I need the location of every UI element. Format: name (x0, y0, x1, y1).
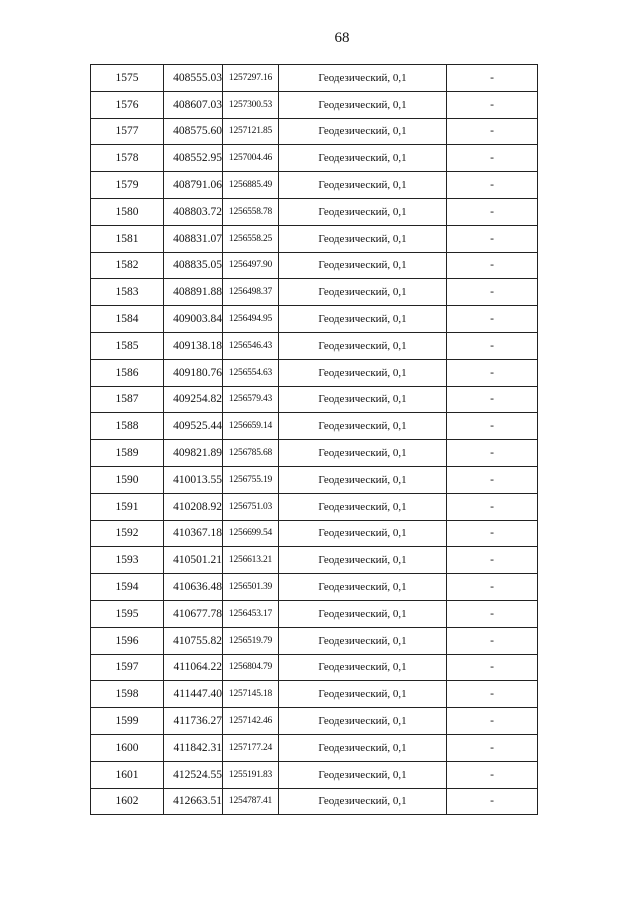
y-coordinate-cell: 1256498.37 (223, 279, 279, 306)
point-number-cell: 1579 (91, 172, 164, 199)
y-coordinate-cell: 1257297.16 (223, 65, 279, 92)
note-cell: - (447, 627, 538, 654)
y-coordinate-cell: 1256554.63 (223, 359, 279, 386)
note-cell: - (447, 198, 538, 225)
point-number-cell: 1602 (91, 788, 164, 815)
table-row (91, 225, 538, 252)
note-cell: - (447, 440, 538, 467)
table-row (91, 198, 538, 225)
method-accuracy-cell: Геодезический, 0,1 (279, 627, 447, 654)
note-cell: - (447, 386, 538, 413)
table-row (91, 681, 538, 708)
point-number-cell: 1583 (91, 279, 164, 306)
note-cell: - (447, 520, 538, 547)
method-accuracy-cell: Геодезический, 0,1 (279, 466, 447, 493)
table-row (91, 600, 538, 627)
note-cell: - (447, 279, 538, 306)
y-coordinate-cell: 1256804.79 (223, 654, 279, 681)
point-number-cell: 1591 (91, 493, 164, 520)
y-coordinate-cell: 1254787.41 (223, 788, 279, 815)
note-cell: - (447, 654, 538, 681)
point-number-cell: 1589 (91, 440, 164, 467)
note-cell: - (447, 466, 538, 493)
point-number-cell: 1598 (91, 681, 164, 708)
note-cell: - (447, 172, 538, 199)
y-coordinate-cell: 1256546.43 (223, 332, 279, 359)
page-number: 68 (334, 30, 350, 46)
y-coordinate-cell: 1257004.46 (223, 145, 279, 172)
table-row (91, 520, 538, 547)
x-coordinate-cell: 412663.51 (164, 788, 223, 815)
y-coordinate-cell: 1256659.14 (223, 413, 279, 440)
y-coordinate-cell: 1256558.78 (223, 198, 279, 225)
method-accuracy-cell: Геодезический, 0,1 (279, 493, 447, 520)
table-row (91, 359, 538, 386)
y-coordinate-cell: 1256501.39 (223, 574, 279, 601)
note-cell: - (447, 574, 538, 601)
note-cell: - (447, 145, 538, 172)
table-row (91, 734, 538, 761)
point-number-cell: 1580 (91, 198, 164, 225)
coordinates-table (90, 64, 538, 815)
point-number-cell: 1587 (91, 386, 164, 413)
point-number-cell: 1585 (91, 332, 164, 359)
table-row (91, 118, 538, 145)
point-number-cell: 1601 (91, 761, 164, 788)
x-coordinate-cell: 411447.40 (164, 681, 223, 708)
point-number-cell: 1576 (91, 91, 164, 118)
method-accuracy-cell: Геодезический, 0,1 (279, 547, 447, 574)
x-coordinate-cell: 411064.22 (164, 654, 223, 681)
method-accuracy-cell: Геодезический, 0,1 (279, 654, 447, 681)
table-row (91, 466, 538, 493)
y-coordinate-cell: 1256558.25 (223, 225, 279, 252)
point-number-cell: 1599 (91, 708, 164, 735)
table-row (91, 413, 538, 440)
x-coordinate-cell: 409180.76 (164, 359, 223, 386)
x-coordinate-cell: 409003.84 (164, 306, 223, 333)
x-coordinate-cell: 408831.07 (164, 225, 223, 252)
method-accuracy-cell: Геодезический, 0,1 (279, 65, 447, 92)
x-coordinate-cell: 408575.60 (164, 118, 223, 145)
note-cell: - (447, 91, 538, 118)
method-accuracy-cell: Геодезический, 0,1 (279, 145, 447, 172)
point-number-cell: 1586 (91, 359, 164, 386)
table-row (91, 627, 538, 654)
table-row (91, 332, 538, 359)
table-row (91, 306, 538, 333)
point-number-cell: 1590 (91, 466, 164, 493)
x-coordinate-cell: 408552.95 (164, 145, 223, 172)
x-coordinate-cell: 410501.21 (164, 547, 223, 574)
y-coordinate-cell: 1256755.19 (223, 466, 279, 493)
point-number-cell: 1581 (91, 225, 164, 252)
x-coordinate-cell: 412524.55 (164, 761, 223, 788)
method-accuracy-cell: Геодезический, 0,1 (279, 252, 447, 279)
point-number-cell: 1600 (91, 734, 164, 761)
y-coordinate-cell: 1256494.95 (223, 306, 279, 333)
table-row (91, 91, 538, 118)
x-coordinate-cell: 408803.72 (164, 198, 223, 225)
table-row (91, 145, 538, 172)
method-accuracy-cell: Геодезический, 0,1 (279, 574, 447, 601)
point-number-cell: 1575 (91, 65, 164, 92)
table-row (91, 440, 538, 467)
y-coordinate-cell: 1257300.53 (223, 91, 279, 118)
point-number-cell: 1577 (91, 118, 164, 145)
x-coordinate-cell: 408791.06 (164, 172, 223, 199)
point-number-cell: 1584 (91, 306, 164, 333)
note-cell: - (447, 65, 538, 92)
note-cell: - (447, 708, 538, 735)
x-coordinate-cell: 410677.78 (164, 600, 223, 627)
point-number-cell: 1588 (91, 413, 164, 440)
y-coordinate-cell: 1257142.46 (223, 708, 279, 735)
y-coordinate-cell: 1256785.68 (223, 440, 279, 467)
note-cell: - (447, 306, 538, 333)
table-row (91, 65, 538, 92)
x-coordinate-cell: 408555.03 (164, 65, 223, 92)
note-cell: - (447, 547, 538, 574)
y-coordinate-cell: 1257177.24 (223, 734, 279, 761)
note-cell: - (447, 681, 538, 708)
x-coordinate-cell: 411736.27 (164, 708, 223, 735)
note-cell: - (447, 225, 538, 252)
table-row (91, 654, 538, 681)
method-accuracy-cell: Геодезический, 0,1 (279, 788, 447, 815)
table-row (91, 574, 538, 601)
x-coordinate-cell: 409254.82 (164, 386, 223, 413)
method-accuracy-cell: Геодезический, 0,1 (279, 118, 447, 145)
x-coordinate-cell: 410636.48 (164, 574, 223, 601)
x-coordinate-cell: 409138.18 (164, 332, 223, 359)
note-cell: - (447, 332, 538, 359)
note-cell: - (447, 600, 538, 627)
x-coordinate-cell: 409821.89 (164, 440, 223, 467)
method-accuracy-cell: Геодезический, 0,1 (279, 708, 447, 735)
table-row (91, 708, 538, 735)
table-row (91, 547, 538, 574)
method-accuracy-cell: Геодезический, 0,1 (279, 440, 447, 467)
x-coordinate-cell: 408835.05 (164, 252, 223, 279)
method-accuracy-cell: Геодезический, 0,1 (279, 734, 447, 761)
table-row (91, 279, 538, 306)
y-coordinate-cell: 1256885.49 (223, 172, 279, 199)
point-number-cell: 1592 (91, 520, 164, 547)
note-cell: - (447, 788, 538, 815)
x-coordinate-cell: 410013.55 (164, 466, 223, 493)
table-row (91, 386, 538, 413)
x-coordinate-cell: 408891.88 (164, 279, 223, 306)
y-coordinate-cell: 1256519.79 (223, 627, 279, 654)
note-cell: - (447, 118, 538, 145)
y-coordinate-cell: 1256751.03 (223, 493, 279, 520)
note-cell: - (447, 252, 538, 279)
method-accuracy-cell: Геодезический, 0,1 (279, 681, 447, 708)
y-coordinate-cell: 1257121.85 (223, 118, 279, 145)
y-coordinate-cell: 1256613.21 (223, 547, 279, 574)
table-row (91, 252, 538, 279)
x-coordinate-cell: 410367.18 (164, 520, 223, 547)
x-coordinate-cell: 411842.31 (164, 734, 223, 761)
note-cell: - (447, 359, 538, 386)
point-number-cell: 1596 (91, 627, 164, 654)
table-row (91, 788, 538, 815)
method-accuracy-cell: Геодезический, 0,1 (279, 225, 447, 252)
note-cell: - (447, 413, 538, 440)
method-accuracy-cell: Геодезический, 0,1 (279, 332, 447, 359)
method-accuracy-cell: Геодезический, 0,1 (279, 172, 447, 199)
point-number-cell: 1582 (91, 252, 164, 279)
method-accuracy-cell: Геодезический, 0,1 (279, 600, 447, 627)
table-row (91, 493, 538, 520)
y-coordinate-cell: 1257145.18 (223, 681, 279, 708)
y-coordinate-cell: 1256579.43 (223, 386, 279, 413)
point-number-cell: 1593 (91, 547, 164, 574)
y-coordinate-cell: 1256453.17 (223, 600, 279, 627)
note-cell: - (447, 761, 538, 788)
method-accuracy-cell: Геодезический, 0,1 (279, 386, 447, 413)
method-accuracy-cell: Геодезический, 0,1 (279, 761, 447, 788)
x-coordinate-cell: 410208.92 (164, 493, 223, 520)
x-coordinate-cell: 408607.03 (164, 91, 223, 118)
coordinates-table-body (91, 65, 538, 815)
method-accuracy-cell: Геодезический, 0,1 (279, 91, 447, 118)
point-number-cell: 1597 (91, 654, 164, 681)
y-coordinate-cell: 1256699.54 (223, 520, 279, 547)
x-coordinate-cell: 410755.82 (164, 627, 223, 654)
method-accuracy-cell: Геодезический, 0,1 (279, 413, 447, 440)
y-coordinate-cell: 1256497.90 (223, 252, 279, 279)
x-coordinate-cell: 409525.44 (164, 413, 223, 440)
method-accuracy-cell: Геодезический, 0,1 (279, 359, 447, 386)
method-accuracy-cell: Геодезический, 0,1 (279, 198, 447, 225)
y-coordinate-cell: 1255191.83 (223, 761, 279, 788)
method-accuracy-cell: Геодезический, 0,1 (279, 520, 447, 547)
method-accuracy-cell: Геодезический, 0,1 (279, 306, 447, 333)
table-row (91, 761, 538, 788)
note-cell: - (447, 493, 538, 520)
note-cell: - (447, 734, 538, 761)
table-row (91, 172, 538, 199)
method-accuracy-cell: Геодезический, 0,1 (279, 279, 447, 306)
point-number-cell: 1595 (91, 600, 164, 627)
point-number-cell: 1594 (91, 574, 164, 601)
point-number-cell: 1578 (91, 145, 164, 172)
